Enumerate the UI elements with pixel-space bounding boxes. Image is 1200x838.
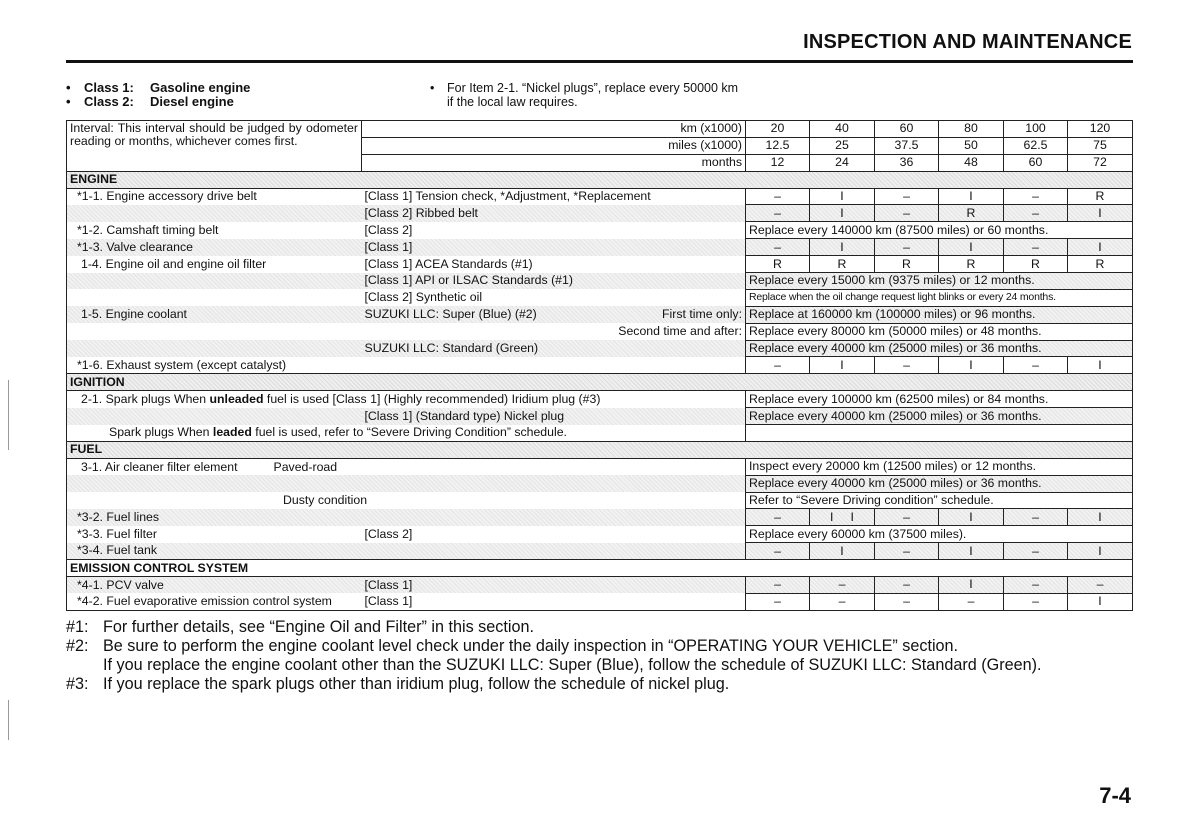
class-1-note: • Class 1: Gasoline engine bbox=[66, 81, 250, 95]
page-number: 7-4 bbox=[1099, 783, 1131, 808]
table-row: 3-1. Air cleaner filter element Paved-road Inspect every 20000 km (12500 miles) or 12 months. bbox=[67, 458, 1133, 475]
section-header-emission: EMISSION CONTROL SYSTEM bbox=[67, 560, 1133, 577]
table-row: [Class 2] Ribbed belt – I – R – I bbox=[67, 205, 1133, 222]
table-row: *1-3. Valve clearance [Class 1] – I – I – I bbox=[67, 239, 1133, 256]
table-row: *1-6. Exhaust system (except catalyst) – I – I – I bbox=[67, 357, 1133, 374]
class-legend bbox=[66, 81, 250, 109]
table-row: *3-3. Fuel filter [Class 2] Replace every 60000 km (37500 miles). bbox=[67, 526, 1133, 543]
footnote-2-continued: If you replace the engine coolant other than the SUZUKI LLC: Super (Blue), follow the schedule of SUZUKI LLC: Standard (Green). bbox=[103, 656, 1042, 674]
nickel-plug-note: • For Item 2-1. “Nickel plugs”, replace every 50000 km if the local law requires. bbox=[430, 81, 738, 109]
table-row: Second time and after: Replace every 80000 km (50000 miles) or 48 months. bbox=[67, 323, 1133, 340]
table-row: Dusty condition Refer to “Severe Driving condition” schedule. bbox=[67, 492, 1133, 509]
page-edge-mark bbox=[8, 380, 9, 450]
interval-note: Interval: This interval should be judged by odometer reading or months, whichever comes first. bbox=[67, 121, 362, 172]
table-row: 2-1. Spark plugs When unleaded fuel is used [Class 1] (Highly recommended) Iridium plug (#3) Replace every 100000 km (62500 miles) or 84 months. bbox=[67, 391, 1133, 408]
footnotes bbox=[66, 618, 1041, 694]
title-rule bbox=[66, 60, 1133, 63]
maintenance-schedule-table bbox=[66, 120, 1133, 611]
footnote-1: #1: For further details, see “Engine Oil and Filter” in this section. bbox=[66, 618, 534, 636]
table-row: *4-1. PCV valve [Class 1] – – – I – – bbox=[67, 577, 1133, 594]
table-row: SUZUKI LLC: Standard (Green) Replace every 40000 km (25000 miles) or 36 months. bbox=[67, 340, 1133, 357]
section-header-ignition: IGNITION bbox=[67, 374, 1133, 391]
footnote-2: #2: Be sure to perform the engine coolant level check under the daily inspection in “OPERATING YOUR VEHICLE” section. bbox=[66, 637, 959, 655]
table-row-km: Interval: This interval should be judged by odometer reading or months, whichever comes first. km (x1000) 20 40 60 80 100 120 bbox=[67, 121, 1133, 138]
table-row: 1-5. Engine coolant SUZUKI LLC: Super (Blue) (#2) First time only: Replace at 160000 km (100000 miles) or 96 months. bbox=[67, 306, 1133, 323]
section-header-fuel: FUEL bbox=[67, 441, 1133, 458]
table-row: *4-2. Fuel evaporative emission control system [Class 1] – – – – – I bbox=[67, 593, 1133, 610]
table-row: Replace every 40000 km (25000 miles) or 36 months. bbox=[67, 475, 1133, 492]
table-row: [Class 2] Synthetic oil Replace when the oil change request light blinks or every 24 months. bbox=[67, 289, 1133, 306]
table-row: *1-2. Camshaft timing belt [Class 2] Replace every 140000 km (87500 miles) or 60 months. bbox=[67, 222, 1133, 239]
table-row-months: months 12 24 36 48 60 72 bbox=[67, 154, 1133, 171]
page-title: INSPECTION AND MAINTENANCE bbox=[803, 31, 1132, 53]
class-2-note: • Class 2: Diesel engine bbox=[66, 95, 250, 109]
section-header-engine: ENGINE bbox=[67, 171, 1133, 188]
table-row: [Class 1] (Standard type) Nickel plug Replace every 40000 km (25000 miles) or 36 months. bbox=[67, 408, 1133, 425]
table-row: Spark plugs When leaded fuel is used, refer to “Severe Driving Condition” schedule. bbox=[67, 425, 1133, 442]
page-edge-mark bbox=[8, 700, 9, 740]
table-row: *1-1. Engine accessory drive belt [Class 1] Tension check, *Adjustment, *Replacement – I – I – R bbox=[67, 188, 1133, 205]
table-row: *3-4. Fuel tank – I – I – I bbox=[67, 543, 1133, 560]
table-row: *3-2. Fuel lines – I I – I – I bbox=[67, 509, 1133, 526]
footnote-3: #3: If you replace the spark plugs other than iridium plug, follow the schedule of nickel plug. bbox=[66, 675, 730, 693]
table-row-miles: miles (x1000) 12.5 25 37.5 50 62.5 75 bbox=[67, 137, 1133, 154]
table-row: 1-4. Engine oil and engine oil filter [Class 1] ACEA Standards (#1) R R R R R R bbox=[67, 256, 1133, 273]
table-row: [Class 1] API or ILSAC Standards (#1) Replace every 15000 km (9375 miles) or 12 months. bbox=[67, 273, 1133, 290]
